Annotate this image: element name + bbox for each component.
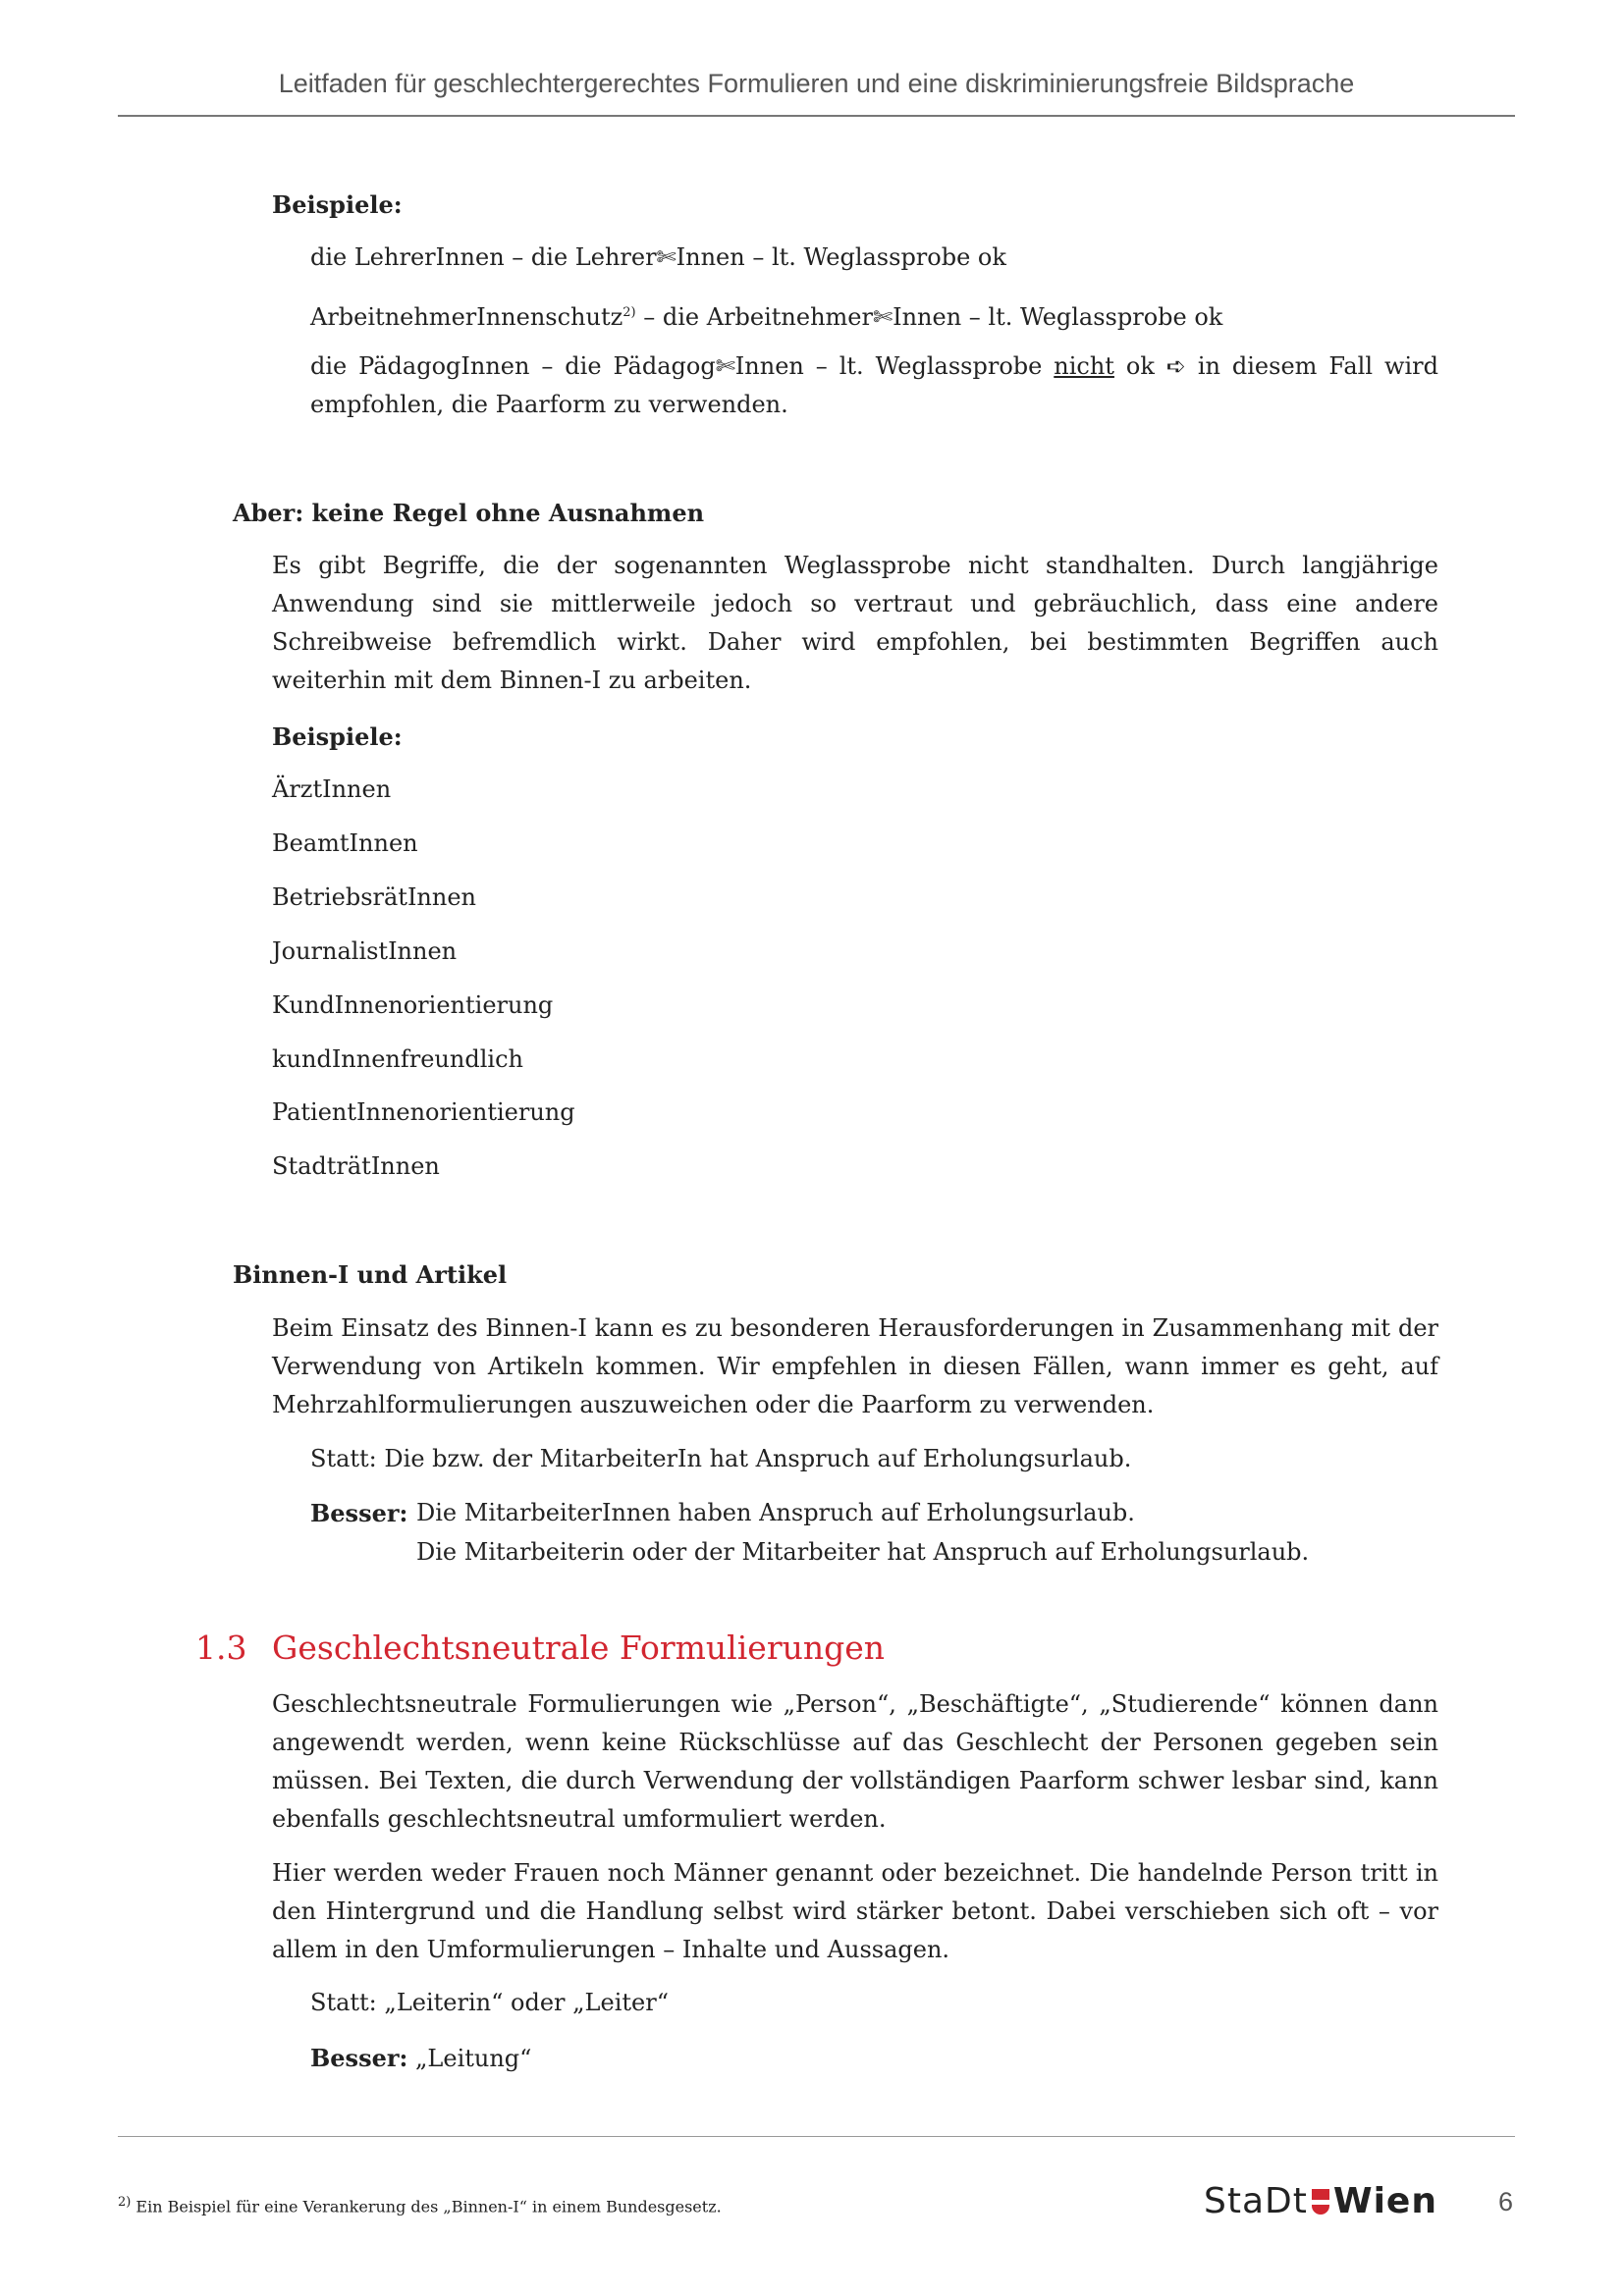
vienna-shield-icon — [1312, 2189, 1329, 2215]
stadt-wien-logo — [1204, 2181, 1437, 2221]
instead-example: Statt: Die bzw. der MitarbeiterIn hat Anspruch auf Erholungsurlaub. — [310, 1445, 1132, 1472]
footnote-ref: 2) — [623, 305, 636, 320]
example-term: KundInnenorientierung — [272, 990, 554, 1019]
better-example — [310, 2039, 531, 2078]
section-number: 1.3 — [195, 1629, 247, 1667]
example-text: die PädagogInnen – die Pädagog✄Innen – lt. Weglassprobe — [310, 352, 1055, 380]
subheading-exceptions: Aber: keine Regel ohne Ausnahmen — [233, 499, 705, 527]
footnote-mark: 2) — [118, 2195, 132, 2210]
page-number: 6 — [1498, 2187, 1514, 2216]
section-paragraph: Geschlechtsneutrale Formulierungen wie „Person“, „Beschäftigte“, „Studierende“ können dann angewendt werden, wenn keine Rückschlüsse auf das Geschlecht der Personen gegeben sein müssen. Bei Texten, die durch Verwendung der vollständigen Paarform schwer lesbar sind, kann ebenfalls geschlechtsneutral umformuliert werden. — [272, 1690, 1438, 1833]
better-example: Die MitarbeiterInnen haben Anspruch auf Erholungsurlaub. — [416, 1499, 1135, 1526]
logo-text: StaDt — [1204, 2181, 1308, 2221]
footer-divider — [118, 2136, 1515, 2137]
underlined-word: nicht — [1054, 352, 1114, 380]
example-text: ArbeitnehmerInnenschutz — [310, 303, 623, 331]
example-line — [310, 347, 1438, 424]
logo-text: Wien — [1332, 2181, 1437, 2221]
example-text: ok ➪ in diesem Fall wird empfohlen, die Paarform zu verwenden. — [310, 352, 1438, 418]
subheading-articles: Binnen-I und Artikel — [233, 1260, 508, 1289]
instead-example: Statt: „Leiterin“ oder „Leiter“ — [310, 1989, 669, 2016]
section-paragraph: Hier werden weder Frauen noch Männer genannt oder bezeichnet. Die handelnde Person tritt in den Hintergrund und die Handlung selbst wird stärker betont. Dabei verschieben sich oft – vor allem in den Umformulierungen – Inhalte und Aussagen. — [272, 1859, 1438, 1963]
examples-label: Beispiele: — [272, 722, 403, 751]
better-text: „Leitung“ — [407, 2045, 532, 2072]
better-example: Die Mitarbeiterin oder der Mitarbeiter hat Anspruch auf Erholungsurlaub. — [416, 1538, 1310, 1566]
header-divider — [118, 115, 1515, 117]
exceptions-paragraph: Es gibt Begriffe, die der sogenannten Weglassprobe nicht standhalten. Durch langjährige Anwendung sind sie mittlerweile jedoch so vertraut und gebräuchlich, dass eine andere Schreibweise befremdlich wirkt. Daher wird empfohlen, bei bestimmten Begriffen auch weiterhin mit dem Binnen-I zu arbeiten. — [272, 552, 1438, 694]
footnote-text: Ein Beispiel für eine Verankerung des „Binnen-I“ in einem Bundesgesetz. — [131, 2197, 722, 2216]
example-term: JournalistInnen — [272, 936, 458, 965]
example-text: – die Arbeitnehmer✄Innen – lt. Weglassprobe ok — [635, 303, 1223, 331]
footnote — [118, 2195, 722, 2216]
better-label: Besser: — [310, 2044, 408, 2072]
example-term: BeamtInnen — [272, 828, 418, 857]
better-label: Besser: — [310, 1499, 408, 1527]
running-header: Leitfaden für geschlechtergerechtes Formulieren und eine diskriminierungsfreie Bildsprache — [278, 69, 1355, 98]
example-term: kundInnenfreundlich — [272, 1044, 523, 1073]
example-term: BetriebsrätInnen — [272, 882, 476, 911]
examples-label: Beispiele: — [272, 190, 403, 219]
articles-paragraph: Beim Einsatz des Binnen-I kann es zu besonderen Herausforderungen in Zusammenhang mit der Verwendung von Artikeln kommen. Wir empfehlen in diesen Fällen, wann immer es geht, auf Mehrzahlformulierungen auszuweichen oder die Paarform zu verwenden. — [272, 1314, 1438, 1418]
example-line — [310, 294, 1222, 337]
example-line: die LehrerInnen – die Lehrer✄Innen – lt. Weglassprobe ok — [310, 243, 1006, 271]
example-term: ÄrztInnen — [272, 775, 392, 803]
section-title: Geschlechtsneutrale Formulierungen — [272, 1629, 886, 1667]
example-term: StadträtInnen — [272, 1152, 440, 1181]
example-term: PatientInnenorientierung — [272, 1098, 575, 1127]
